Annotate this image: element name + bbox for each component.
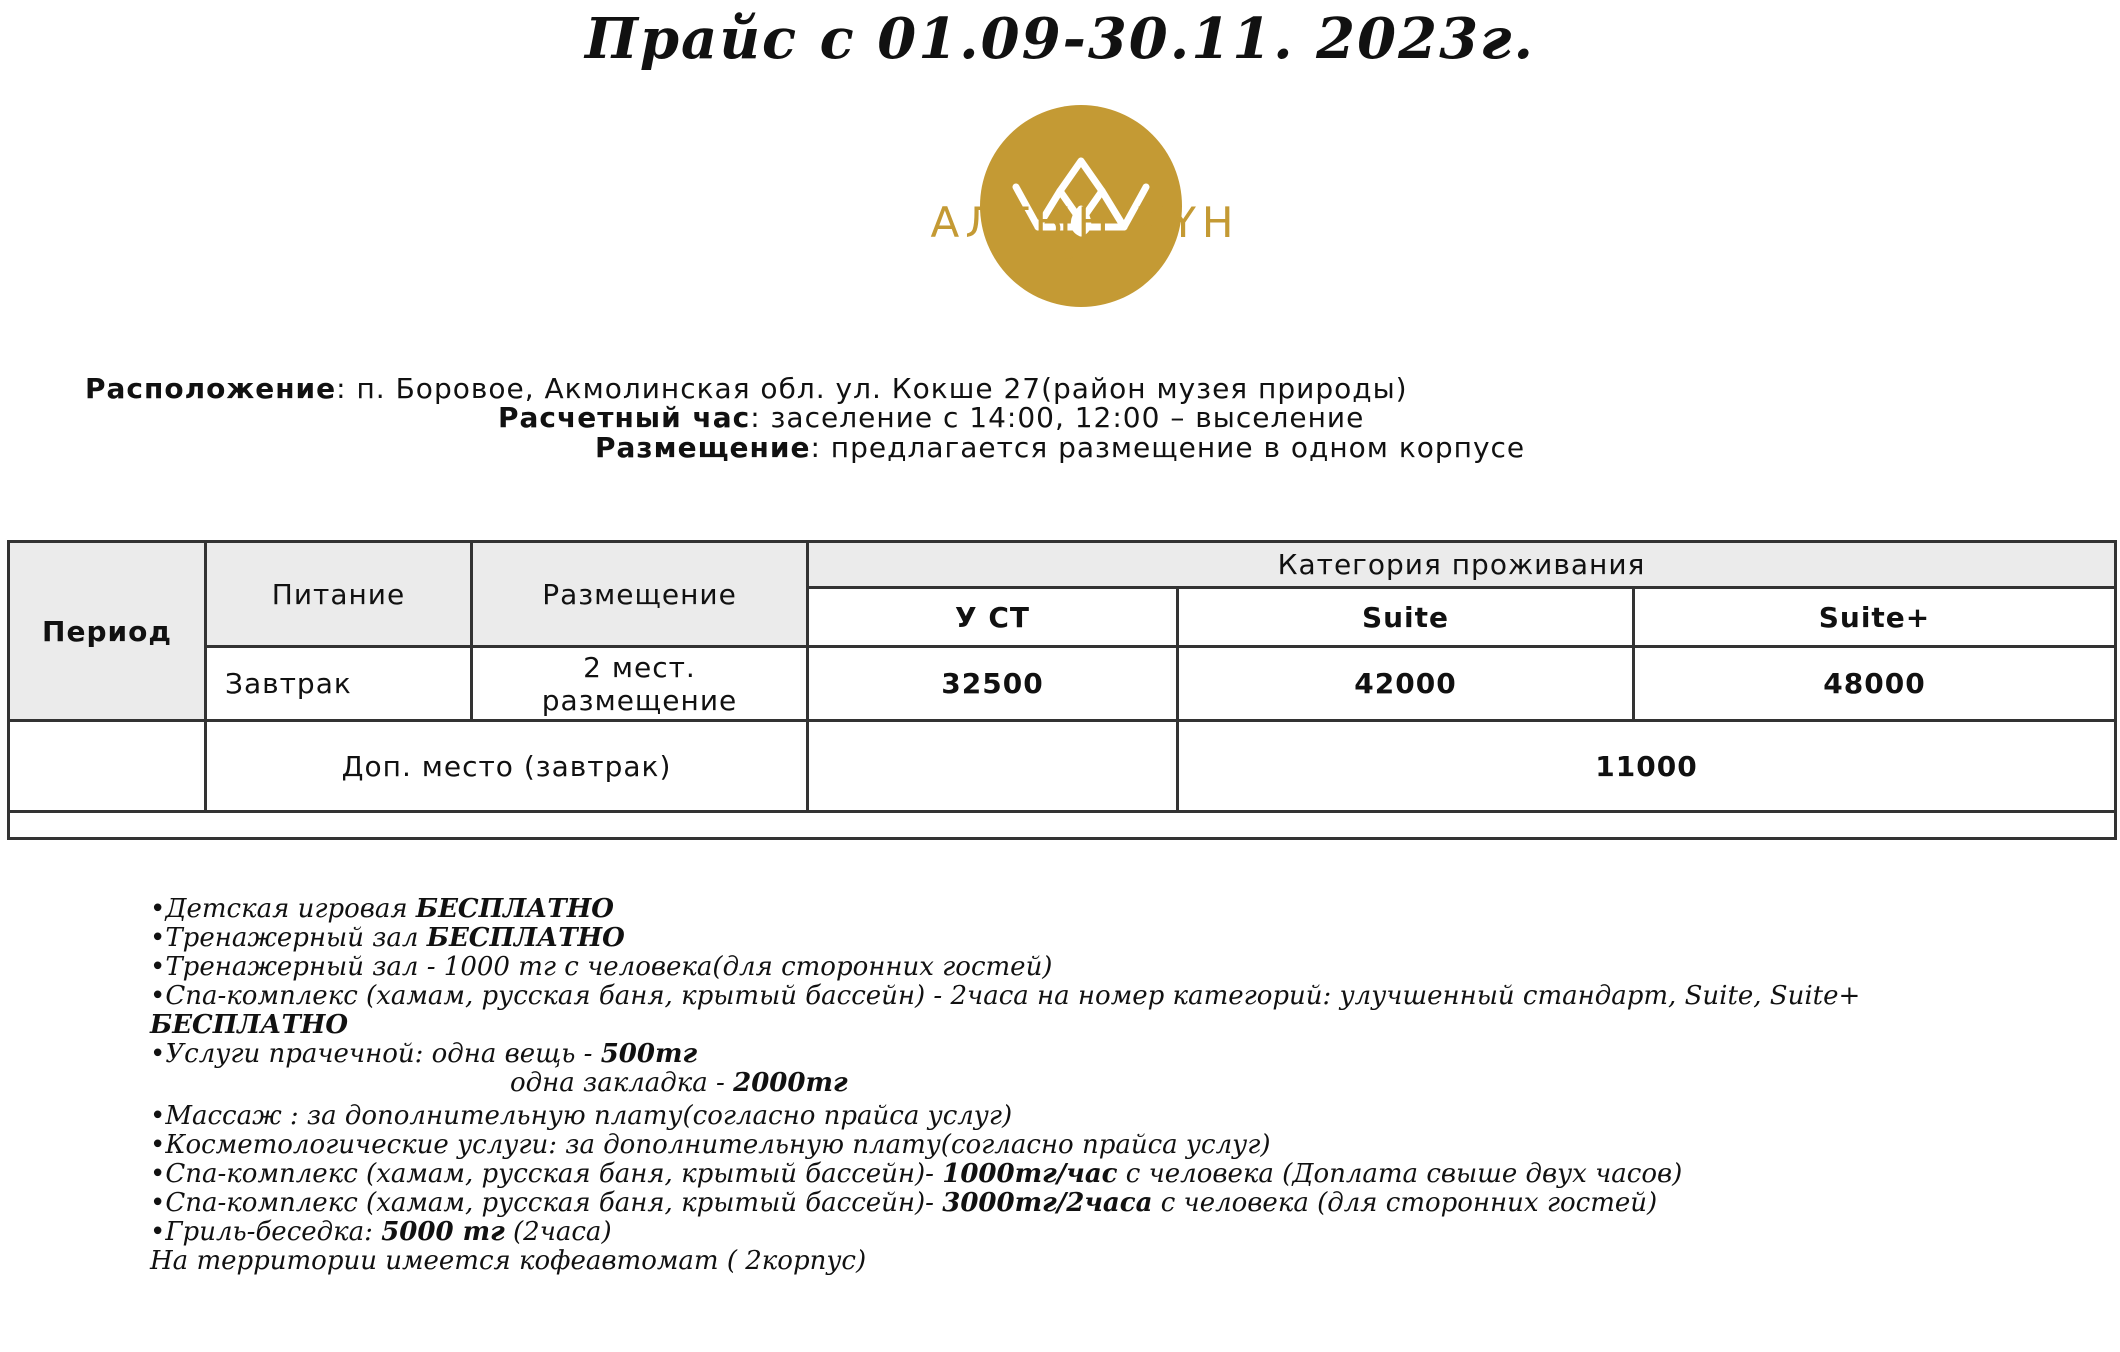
list-item: •Детская игровая БЕСПЛАТНО [150,894,614,924]
period-empty-cell [9,721,206,812]
category-suite-plus: Suite+ [1634,588,2116,647]
list-item: •Тренажерный зал - 1000 тг с человека(для сторонних гостей) [150,952,1053,982]
category-ust: У СТ [808,588,1178,647]
placement-cell: 2 мест. размещение [472,647,808,721]
meal-cell: Завтрак [206,647,472,721]
price-suite: 42000 [1178,647,1634,721]
extra-bed-label: Доп. место (завтрак) [206,721,808,812]
list-item: •Косметологические услуги: за дополнительную плату(согласно прайса услуг) [150,1130,1271,1160]
hotel-logo [870,100,1300,280]
price-suite-plus: 48000 [1634,647,2116,721]
price-ust: 32500 [808,647,1178,721]
placement-label: Размещение [595,431,811,464]
logo-subtitle: HOTEL [1046,248,1124,264]
placement-header: Размещение [472,542,808,647]
list-item: •Спа-комплекс (хамам, русская баня, крытый бассейн) - 2часа на номер категорий: улучшенный стандарт, Suite, Suite+ БЕСПЛАТНО [150,981,1861,1040]
table-footer-row [9,812,2116,839]
list-item: На территории имеется кофеавтомат ( 2корпус) [150,1246,867,1276]
list-item: •Гриль-беседка: 5000 тг (2часа) [150,1217,612,1247]
extra-bed-price: 11000 [1178,721,2116,812]
list-item: •Массаж : за дополнительную плату(согласно прайса услуг) [150,1101,1013,1131]
list-item: одна закладка - 2000тг [510,1068,848,1098]
logo-name: АЛТЫН КҮН [930,198,1240,247]
list-item: •Спа-комплекс (хамам, русская баня, крытый бассейн)- 3000тг/2часа с человека (для сторонних гостей) [150,1188,1658,1218]
placement-line [595,431,1525,464]
extra-bed-empty-cell [808,721,1178,812]
list-item: •Услуги прачечной: одна вещь - 500тг [150,1039,698,1069]
services-notes [150,895,2000,1276]
meal-header: Питание [206,542,472,647]
period-cell: Период [9,542,206,721]
checkin-value: : заселение с 14:00, 12:00 – выселение [750,401,1365,434]
list-item: •Тренажерный зал БЕСПЛАТНО [150,923,625,953]
checkin-label: Расчетный час [498,401,751,434]
category-header: Категория проживания [808,542,2116,588]
category-suite: Suite [1178,588,1634,647]
price-table [7,540,2117,840]
location-label: Расположение [85,372,337,405]
placement-value: : предлагается размещение в одном корпусе [810,431,1526,464]
checkin-line [498,401,1364,434]
list-item: •Спа-комплекс (хамам, русская баня, крытый бассейн)- 1000тг/час с человека (Доплата свыше двух часов) [150,1159,1683,1189]
location-value: : п. Боровое, Акмолинская обл. ул. Кокше 27(район музея природы) [336,372,1408,405]
page-title: Прайс с 01.09-30.11. 2023г. [584,6,1536,72]
